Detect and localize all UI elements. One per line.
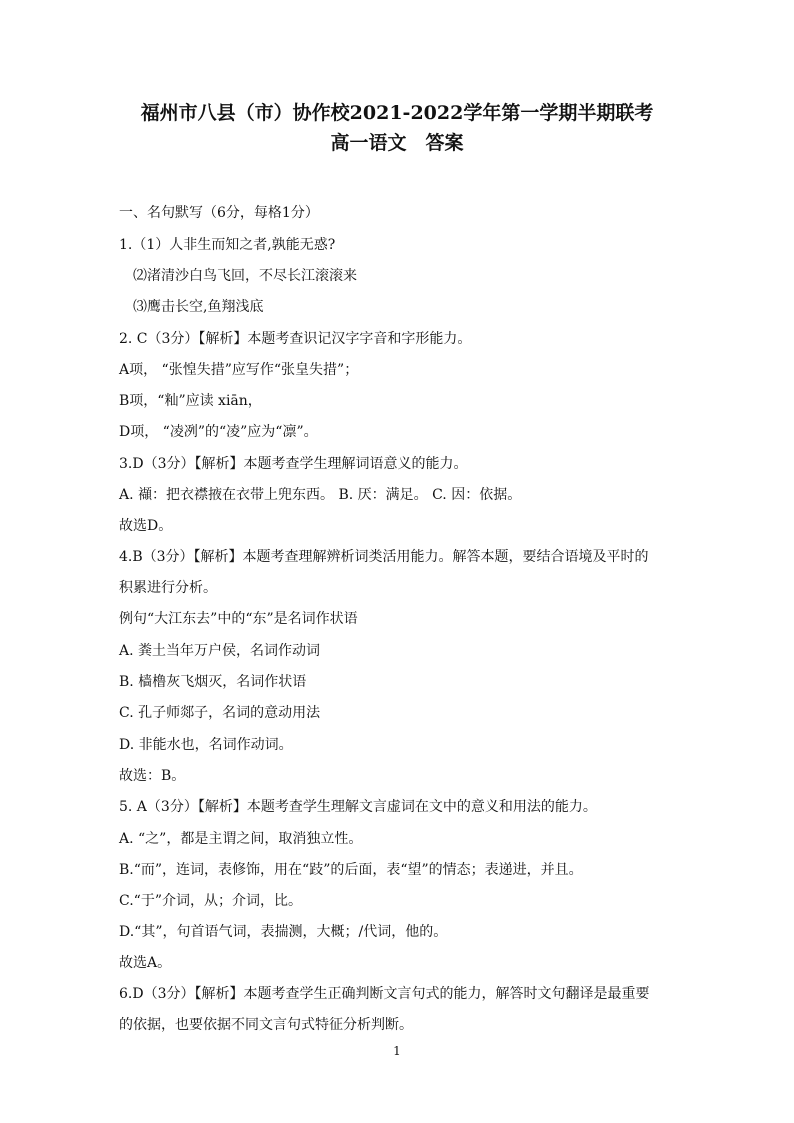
answer-line: A. 襭：把衣襟掖在衣带上兜东西。 B. 厌：满足。 C. 因：依据。 — [119, 487, 522, 503]
answer-line: 故选A。 — [119, 955, 172, 971]
page-number: 1 — [393, 1044, 401, 1058]
answer-line: 6.D（3分）【解析】本题考查学生正确判断文言句式的能力，解答时文句翻译是最重要 — [119, 986, 650, 1002]
answer-line: 5. A（3分）【解析】本题考查学生理解文言虚词在文中的意义和用法的能力。 — [119, 799, 597, 815]
answer-line: D.“其”，句首语气词，表揣测，大概；/代词，他的。 — [119, 924, 448, 940]
answer-line: B.“而”，连词，表修饰，用在“跂”的后面，表“望”的情态；表递进，并且。 — [119, 862, 583, 878]
document-title: 福州市八县（市）协作校2021-2022学年第一学期半期联考 — [140, 102, 654, 124]
answer-line: A. 粪土当年万户侯，名词作动词 — [119, 643, 321, 659]
answer-line: B项，“籼”应读 xiān， — [119, 393, 262, 409]
answer-line: D. 非能水也，名词作动词。 — [119, 737, 293, 753]
answer-line: A项， “张惶失措”应写作“张皇失措”； — [119, 362, 359, 378]
answer-line: 3.D（3分）【解析】本题考查学生理解词语意义的能力。 — [119, 456, 468, 472]
answer-line: B. 樯橹灰飞烟灭，名词作状语 — [119, 674, 307, 690]
answer-line: 的依据，也要依据不同文言句式特征分析判断。 — [119, 1017, 413, 1033]
answer-line: 例句“大江东去”中的“东”是名词作状语 — [119, 611, 358, 627]
answer-line: 4.B（3分）【解析】本题考查理解辨析词类活用能力。解答本题，要结合语境及平时的 — [119, 549, 649, 565]
answer-line: C. 孔子师郯子，名词的意动用法 — [119, 705, 321, 721]
answer-line: 2. C（3分）【解析】本题考查识记汉字字音和字形能力。 — [119, 331, 472, 347]
answer-line: ⑶鹰击长空,鱼翔浅底 — [133, 299, 264, 315]
answer-line: D项， “凌冽”的“凌”应为“凛”。 — [119, 424, 318, 440]
answer-line: ⑵渚清沙白鸟飞回，不尽长江滚滚来 — [133, 268, 357, 284]
answer-line: 积累进行分析。 — [119, 580, 217, 596]
answer-line: 故选：B。 — [119, 768, 186, 784]
section-heading: 一、名句默写（6分，每格1分） — [119, 205, 319, 221]
document-subtitle: 高一语文 答案 — [330, 132, 464, 154]
answer-line: C.“于”介词，从；介词，比。 — [119, 893, 302, 909]
answer-line: 1.（1）人非生而知之者,孰能无惑? — [119, 237, 336, 253]
answer-line: A. “之”，都是主谓之间，取消独立性。 — [119, 831, 363, 847]
answer-line: 故选D。 — [119, 518, 173, 534]
